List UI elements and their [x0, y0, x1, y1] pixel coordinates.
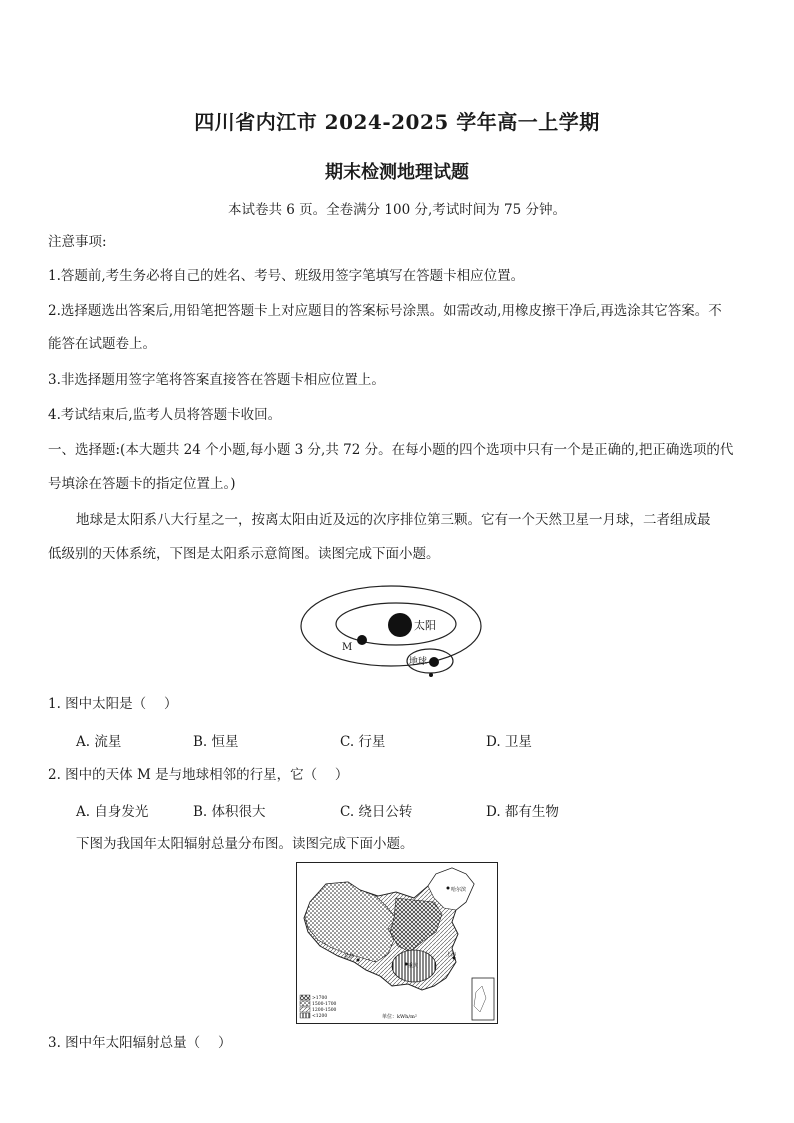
south-sea-inset: [472, 978, 494, 1020]
section-heading-cont: 号填涂在答题卡的指定位置上。): [48, 476, 236, 492]
q2-option-b: B. 体积很大: [193, 804, 266, 820]
planet-m-label: M: [342, 642, 353, 653]
note-item: 能答在试题卷上。: [48, 336, 156, 352]
q2-option-c: C. 绕日公转: [340, 804, 413, 820]
passage-1-cont: 低级别的天体系统，下图是太阳系示意简图。读图完成下面小题。: [48, 546, 440, 562]
moon-icon: [429, 673, 433, 677]
city-label-harbin: 哈尔滨: [451, 887, 467, 893]
china-solar-radiation-map: [296, 862, 498, 1024]
earth-label: 地球: [409, 657, 428, 667]
q1-option-d: D. 卫星: [486, 734, 532, 750]
svg-text:1500-1700: 1500-1700: [312, 1002, 337, 1007]
section-heading: 一、选择题:(本大题共 24 个小题,每小题 3 分,共 72 分。在每小题的四个选项中只有一个是正确的,把正确选项的代: [48, 442, 734, 458]
city-label-shanghai: 上海: [446, 952, 457, 958]
note-item: 1.答题前,考生务必将自己的姓名、考号、班级用签字笔填写在答题卡相应位置。: [48, 268, 525, 284]
q2-option-d: D. 都有生物: [486, 804, 559, 820]
passage-1: 地球是太阳系八大行星之一，按离太阳由近及远的次序排位第三颗。它有一个天然卫星一月球，二者组成最: [76, 512, 711, 528]
question-3-stem: 3. 图中年太阳辐射总量（ ）: [48, 1035, 232, 1051]
earth-icon: [429, 657, 439, 667]
svg-text:1200-1500: 1200-1500: [312, 1008, 337, 1013]
notes-heading: 注意事项:: [48, 234, 107, 250]
svg-text:>1700: >1700: [312, 996, 328, 1001]
sun-icon: [388, 613, 412, 637]
q1-option-c: C. 行星: [340, 734, 386, 750]
note-item: 4.考试结束后,监考人员将答题卡收回。: [48, 407, 282, 423]
note-item: 3.非选择题用签字笔将答案直接答在答题卡相应位置上。: [48, 372, 385, 388]
map-unit: 单位：kWh/m²: [382, 1014, 417, 1020]
q1-option-b: B. 恒星: [193, 734, 239, 750]
exam-info: 本试卷共 6 页。全卷满分 100 分,考试时间为 75 分钟。: [227, 202, 567, 218]
planet-m-icon: [357, 635, 367, 645]
question-2-stem: 2. 图中的天体 M 是与地球相邻的行星，它（ ）: [48, 767, 349, 783]
title-line-1: 四川省内江市 2024-2025 学年高一上学期: [194, 110, 600, 134]
sun-label: 太阳: [414, 619, 436, 632]
q2-option-a: A. 自身发光: [76, 804, 149, 820]
solar-system-diagram: [296, 584, 486, 680]
city-label-lhasa: 拉萨: [344, 954, 355, 960]
svg-text:<1200: <1200: [312, 1014, 328, 1019]
passage-2: 下图为我国年太阳辐射总量分布图。读图完成下面小题。: [76, 836, 414, 852]
question-1-stem: 1. 图中太阳是（ ）: [48, 696, 178, 712]
city-label-chongqing: 重庆: [408, 963, 419, 969]
q1-option-a: A. 流星: [76, 734, 122, 750]
note-item: 2.选择题选出答案后,用铅笔把答题卡上对应题目的答案标号涂黑。如需改动,用橡皮擦干净后,再选涂其它答案。不: [48, 303, 722, 319]
title-line-2: 期末检测地理试题: [325, 162, 469, 183]
